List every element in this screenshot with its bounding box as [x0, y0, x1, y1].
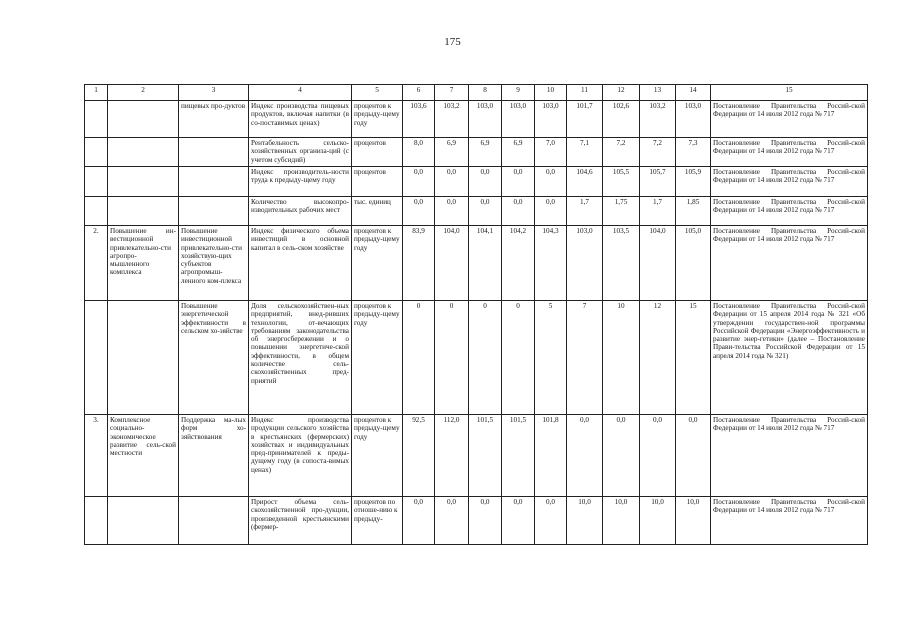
unit-cell: процентов [352, 138, 403, 167]
value-cell: 0,0 [502, 197, 535, 226]
task-cell: пищевых про-дуктов [179, 101, 249, 138]
value-cell: 12 [640, 301, 676, 415]
task-cell [179, 138, 249, 167]
value-cell: 103,6 [403, 101, 435, 138]
value-cell: 10,0 [676, 497, 711, 545]
value-cell: 5 [535, 301, 567, 415]
source-cell: Постановление Правительства Россий-ской Федерации от 14 июля 2012 года № 717 [711, 167, 868, 197]
row-number-cell [85, 101, 108, 138]
task-cell: Повышение инвестиционной привлекательно-сти хозяйствую-щих субъектов агропромыш-ленного ком-плекса [179, 226, 249, 301]
value-cell: 1,7 [567, 197, 603, 226]
table-row [85, 301, 868, 415]
column-header-8: 8 [469, 85, 502, 101]
value-cell: 6,9 [435, 138, 469, 167]
column-header-9: 9 [502, 85, 535, 101]
value-cell: 0 [435, 301, 469, 415]
value-cell: 103,0 [535, 101, 567, 138]
value-cell: 0 [403, 301, 435, 415]
value-cell: 103,0 [502, 101, 535, 138]
value-cell: 8,0 [403, 138, 435, 167]
value-cell: 104,3 [535, 226, 567, 301]
value-cell: 0,0 [469, 197, 502, 226]
value-cell: 105,0 [676, 226, 711, 301]
table-header-row [85, 85, 868, 101]
source-cell: Постановление Правительства Россий-ской Федерации от 14 июля 2012 года № 717 [711, 226, 868, 301]
value-cell: 0,0 [535, 167, 567, 197]
value-cell: 7,1 [567, 138, 603, 167]
unit-cell: процентов к предыду-щему году [352, 101, 403, 138]
value-cell: 105,9 [676, 167, 711, 197]
indicator-cell: Рентабельность сельско-хозяйственных организа-ций (с учетом субсидий) [249, 138, 352, 167]
table-row [85, 226, 868, 301]
value-cell: 7,2 [603, 138, 640, 167]
value-cell: 1,85 [676, 197, 711, 226]
value-cell: 0,0 [603, 415, 640, 497]
value-cell: 103,0 [567, 226, 603, 301]
unit-cell: процентов к предыду-щему году [352, 226, 403, 301]
task-cell: Поддержка ма-лых форм хо-зяйствования [179, 415, 249, 497]
value-cell: 0,0 [403, 497, 435, 545]
value-cell: 105,5 [603, 167, 640, 197]
value-cell: 104,0 [435, 226, 469, 301]
value-cell: 101,8 [535, 415, 567, 497]
value-cell: 0,0 [535, 497, 567, 545]
indicators-table [84, 84, 868, 545]
column-header-13: 13 [640, 85, 676, 101]
source-cell: Постановление Правительства Россий-ской Федерации от 14 июля 2012 года № 717 [711, 415, 868, 497]
row-number-cell [85, 138, 108, 167]
value-cell: 104,0 [640, 226, 676, 301]
table-row [85, 101, 868, 138]
value-cell: 0,0 [403, 197, 435, 226]
value-cell: 104,1 [469, 226, 502, 301]
value-cell: 0,0 [567, 415, 603, 497]
row-number-cell: 3. [85, 415, 108, 497]
value-cell: 103,2 [640, 101, 676, 138]
goal-cell: Повышение ин-вестиционной привлекательно-сти агропро-мышленного комплекса [108, 226, 179, 301]
value-cell: 105,7 [640, 167, 676, 197]
table-row [85, 197, 868, 226]
goal-cell [108, 197, 179, 226]
indicator-cell: Индекс производства пищевых продуктов, включая напитки (в со-поставимых ценах) [249, 101, 352, 138]
row-number-cell [85, 301, 108, 415]
value-cell: 1,75 [603, 197, 640, 226]
value-cell: 7,3 [676, 138, 711, 167]
value-cell: 15 [676, 301, 711, 415]
column-header-1: 1 [85, 85, 108, 101]
value-cell: 10,0 [603, 497, 640, 545]
column-header-3: 3 [179, 85, 249, 101]
table-row [85, 167, 868, 197]
source-cell: Постановление Правительства Россий-ской Федерации от 14 июля 2012 года № 717 [711, 197, 868, 226]
task-cell: Повышение энергетической эффективности в сельском хо-зяйстве [179, 301, 249, 415]
value-cell: 0,0 [502, 497, 535, 545]
value-cell: 92,5 [403, 415, 435, 497]
row-number-cell [85, 167, 108, 197]
value-cell: 0,0 [535, 197, 567, 226]
value-cell: 7 [567, 301, 603, 415]
value-cell: 6,9 [469, 138, 502, 167]
goal-cell [108, 497, 179, 545]
table-row [85, 497, 868, 545]
unit-cell: процентов к предыду-щему году [352, 301, 403, 415]
column-header-10: 10 [535, 85, 567, 101]
page-number: 175 [444, 36, 461, 48]
column-header-2: 2 [108, 85, 179, 101]
value-cell: 102,6 [603, 101, 640, 138]
column-header-11: 11 [567, 85, 603, 101]
value-cell: 0,0 [435, 167, 469, 197]
row-number-cell [85, 197, 108, 226]
value-cell: 0,0 [502, 167, 535, 197]
column-header-15: 15 [711, 85, 868, 101]
value-cell: 0 [502, 301, 535, 415]
value-cell: 103,0 [469, 101, 502, 138]
value-cell: 101,7 [567, 101, 603, 138]
column-header-14: 14 [676, 85, 711, 101]
indicator-cell: Прирост объема сель-скохозяйственной про-дукции, произведенной крестьянскими (фермер- [249, 497, 352, 545]
value-cell: 10,0 [567, 497, 603, 545]
value-cell: 83,9 [403, 226, 435, 301]
source-cell: Постановление Правительства Россий-ской Федерации от 14 июля 2012 года № 717 [711, 138, 868, 167]
value-cell: 0,0 [435, 497, 469, 545]
goal-cell [108, 138, 179, 167]
column-header-6: 6 [403, 85, 435, 101]
value-cell: 101,5 [469, 415, 502, 497]
indicator-cell: Доля сельскохозяйствен-ных предприятий, внед-ривших технологии, от-вечающих требованиям законодательства об энергосбережении и о повышении энергетиче-ской эффективности, в общем количестве сель-скохозяйственных пред-приятий [249, 301, 352, 415]
value-cell: 7,0 [535, 138, 567, 167]
value-cell: 10 [603, 301, 640, 415]
unit-cell: процентов к предыду-щему году [352, 415, 403, 497]
value-cell: 103,5 [603, 226, 640, 301]
table-row [85, 138, 868, 167]
task-cell [179, 497, 249, 545]
value-cell: 0,0 [469, 497, 502, 545]
value-cell: 10,0 [640, 497, 676, 545]
task-cell [179, 197, 249, 226]
goal-cell [108, 301, 179, 415]
indicator-cell: Индекс производства продукции сельского хозяйства в крестьянских (фермерских) хозяйствах и индивидуальных пред-принимателей к преды-дущему году (в сопоста-вимых ценах) [249, 415, 352, 497]
value-cell: 0,0 [676, 415, 711, 497]
value-cell: 103,0 [676, 101, 711, 138]
goal-cell [108, 167, 179, 197]
value-cell: 0 [469, 301, 502, 415]
unit-cell: процентов по отноше-нию к предыду- [352, 497, 403, 545]
source-cell: Постановление Правительства Россий-ской Федерации от 14 июля 2012 года № 717 [711, 497, 868, 545]
source-cell: Постановление Правительства Россий-ской Федерации от 14 июля 2012 года № 717 [711, 101, 868, 138]
indicator-cell: Индекс физического объема инвестиций в основной капитал в сель-ском хозяйстве [249, 226, 352, 301]
row-number-cell: 2. [85, 226, 108, 301]
task-cell [179, 167, 249, 197]
goal-cell: Комплексное социально-экономическое развитие сель-ской местности [108, 415, 179, 497]
column-header-5: 5 [352, 85, 403, 101]
value-cell: 7,2 [640, 138, 676, 167]
value-cell: 0,0 [469, 167, 502, 197]
column-header-4: 4 [249, 85, 352, 101]
goal-cell [108, 101, 179, 138]
source-cell: Постановление Правительства Россий-ской Федерации от 15 апреля 2014 года № 321 «Об утверждении государствен-ной программы Российской Федерации «Энергоэффективность и развитие энер-гетики» (далее – Постановление Прави-тельства Российской Федерации от 15 апреля 2014 года № 321) [711, 301, 868, 415]
value-cell: 101,5 [502, 415, 535, 497]
value-cell: 1,7 [640, 197, 676, 226]
column-header-7: 7 [435, 85, 469, 101]
value-cell: 0,0 [403, 167, 435, 197]
value-cell: 104,6 [567, 167, 603, 197]
table-row [85, 415, 868, 497]
unit-cell: тыс. единиц [352, 197, 403, 226]
value-cell: 103,2 [435, 101, 469, 138]
indicator-cell: Количество высокопро-изводительных рабочих мест [249, 197, 352, 226]
value-cell: 0,0 [435, 197, 469, 226]
indicator-cell: Индекс производитель-ности труда к предыду-щему году [249, 167, 352, 197]
row-number-cell [85, 497, 108, 545]
value-cell: 112,0 [435, 415, 469, 497]
value-cell: 104,2 [502, 226, 535, 301]
unit-cell: процентов [352, 167, 403, 197]
value-cell: 6,9 [502, 138, 535, 167]
column-header-12: 12 [603, 85, 640, 101]
value-cell: 0,0 [640, 415, 676, 497]
